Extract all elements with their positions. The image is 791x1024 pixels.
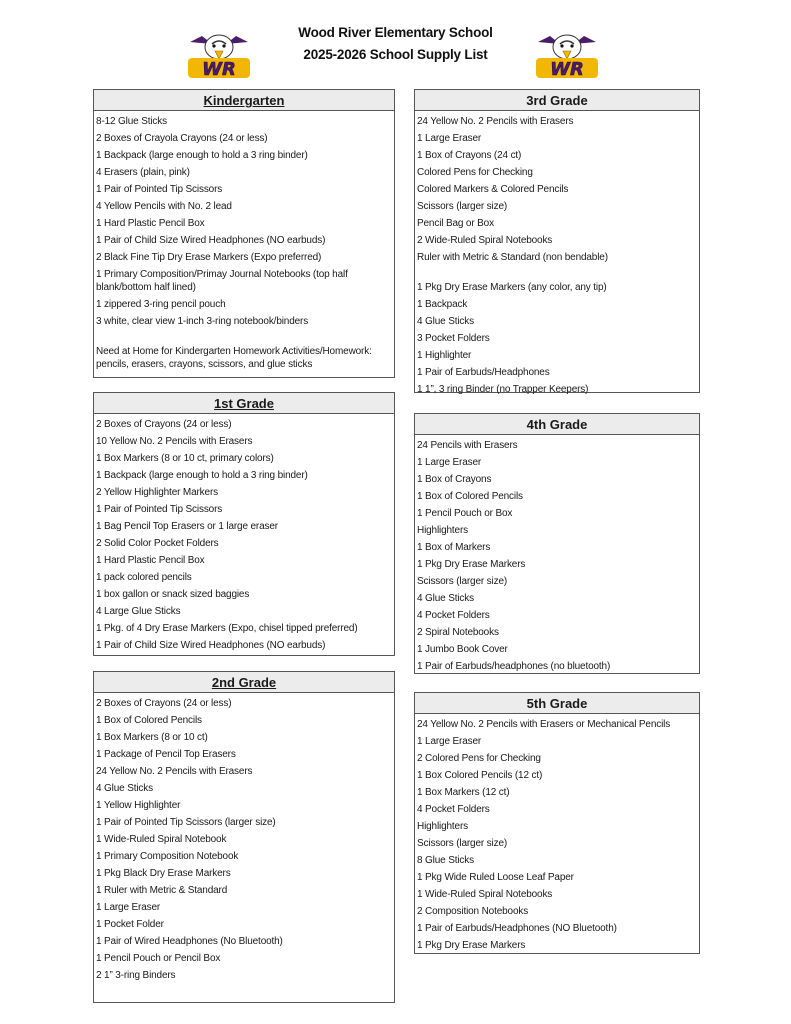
list-item: Colored Markers & Colored Pencils (417, 184, 569, 195)
list-item: 1 Box Markers (12 ct) (417, 787, 510, 798)
list-item: 1 Hard Plastic Pencil Box (96, 555, 205, 566)
list-item: 3 Pocket Folders (417, 333, 490, 344)
grade2-title: 2nd Grade (211, 675, 277, 690)
logo-letters: WR (202, 59, 236, 80)
list-item: 1 Primary Composition Notebook (96, 851, 239, 862)
grade3-section (414, 89, 700, 393)
list-item: 1 Pair of Earbuds/headphones (no bluetooth) (417, 661, 611, 672)
list-item: 1 Pkg Dry Erase Markers (any color, any tip) (417, 282, 607, 293)
grade5-list (415, 714, 699, 954)
grade1-list (94, 414, 394, 654)
list-item: 1 1”, 3 ring Binder (no Trapper Keepers) (417, 384, 589, 395)
list-item: 1 Box Markers (8 or 10 ct, primary colors) (96, 453, 274, 464)
list-item: 2 1” 3-ring Binders (96, 970, 176, 981)
grade5-section (414, 692, 700, 954)
list-item: 8 Glue Sticks (417, 855, 474, 866)
list-item: 24 Yellow No. 2 Pencils with Erasers or Mechanical Pencils (417, 719, 671, 730)
list-item: 1 Pencil Pouch or Box (417, 508, 513, 519)
list-item: 1 Backpack (417, 299, 468, 310)
list-item: 1 Pkg. of 4 Dry Erase Markers (Expo, chisel tipped preferred) (96, 623, 358, 634)
list-item: 1 Box Colored Pencils (12 ct) (417, 770, 543, 781)
kindergarten-list (94, 111, 394, 373)
eagle-head-icon (538, 35, 596, 59)
list-item: 1 box gallon or snack sized baggies (96, 589, 250, 600)
list-item: 1 Pair of Wired Headphones (No Bluetooth) (96, 936, 283, 947)
list-item: Highlighters (417, 525, 469, 536)
list-item: Ruler with Metric & Standard (non bendable) (417, 252, 608, 263)
list-item: 2 Wide-Ruled Spiral Notebooks (417, 235, 553, 246)
school-name: Wood River Elementary School (298, 25, 493, 40)
list-item: Scissors (larger size) (417, 838, 508, 849)
list-item: 4 Glue Sticks (417, 316, 474, 327)
page-header (0, 22, 791, 66)
list-item: 1 zippered 3-ring pencil pouch (96, 299, 226, 310)
list-item: Scissors (larger size) (417, 576, 508, 587)
list-title: 2025-2026 School Supply List (303, 47, 488, 62)
grade5-title: 5th Grade (526, 696, 588, 711)
list-item: 1 Highlighter (417, 350, 472, 361)
list-item: 1 Large Eraser (96, 902, 161, 913)
list-item: 2 Spiral Notebooks (417, 627, 499, 638)
grade1-title: 1st Grade (214, 396, 274, 411)
list-item: 2 Black Fine Tip Dry Erase Markers (Expo preferred) (96, 252, 322, 263)
list-item: 1 Ruler with Metric & Standard (96, 885, 228, 896)
eagle-logo-right (530, 32, 604, 80)
list-item: 10 Yellow No. 2 Pencils with Erasers (96, 436, 253, 447)
list-item: 1 Primary Composition/Primay Journal Notebooks (top half blank/bottom half lined) (96, 269, 348, 293)
list-item: 24 Yellow No. 2 Pencils with Erasers (417, 116, 574, 127)
list-item: 4 Pocket Folders (417, 610, 490, 621)
list-item: 24 Yellow No. 2 Pencils with Erasers (96, 766, 253, 777)
list-item: 3 white, clear view 1-inch 3-ring notebook/binders (96, 316, 309, 327)
list-item: 2 Composition Notebooks (417, 906, 529, 917)
grade4-list (415, 435, 699, 675)
list-item: 2 Yellow Highlighter Markers (96, 487, 218, 498)
list-item: 2 Boxes of Crayons (24 or less) (96, 419, 232, 430)
list-item: 1 Large Eraser (417, 457, 482, 468)
grade2-section (93, 671, 395, 1003)
section-title (415, 693, 699, 714)
list-item: 1 Box Markers (8 or 10 ct) (96, 732, 208, 743)
list-item: 1 Pocket Folder (96, 919, 164, 930)
section-title (94, 672, 394, 693)
grade3-title: 3rd Grade (526, 93, 588, 108)
list-item: 1 Pkg Wide Ruled Loose Leaf Paper (417, 872, 574, 883)
list-item: 1 Pair of Pointed Tip Scissors (96, 504, 223, 515)
list-item: 1 Hard Plastic Pencil Box (96, 218, 205, 229)
list-item: 2 Boxes of Crayons (24 or less) (96, 698, 232, 709)
list-item: 1 Pair of Pointed Tip Scissors (larger size) (96, 817, 276, 828)
list-item: 1 Box of Crayons (417, 474, 492, 485)
list-item: 1 Box of Markers (417, 542, 491, 553)
section-title (94, 393, 394, 414)
list-item: 1 Backpack (large enough to hold a 3 ring binder) (96, 470, 308, 481)
list-item: 4 Glue Sticks (96, 783, 153, 794)
list-item: 1 Box of Colored Pencils (417, 491, 523, 502)
grade1-section (93, 392, 395, 656)
list-item: 2 Solid Color Pocket Folders (96, 538, 219, 549)
list-item: 1 Yellow Highlighter (96, 800, 181, 811)
list-item: 1 Pair of Child Size Wired Headphones (NO earbuds) (96, 640, 326, 651)
list-item: 1 Bag Pencil Top Erasers or 1 large eraser (96, 521, 278, 532)
list-item: Colored Pens for Checking (417, 167, 533, 178)
list-item: 1 Package of Pencil Top Erasers (96, 749, 236, 760)
grade4-section (414, 413, 700, 674)
list-item: 1 Pencil Pouch or Pencil Box (96, 953, 221, 964)
list-item: 1 Wide-Ruled Spiral Notebooks (417, 889, 553, 900)
list-item: 2 Colored Pens for Checking (417, 753, 541, 764)
grade2-list (94, 693, 394, 984)
list-item: 24 Pencils with Erasers (417, 440, 518, 451)
list-item: 1 Pair of Earbuds/Headphones (NO Bluetooth) (417, 923, 617, 934)
list-item: 1 pack colored pencils (96, 572, 192, 583)
list-item: 4 Glue Sticks (417, 593, 474, 604)
list-item: 2 Boxes of Crayola Crayons (24 or less) (96, 133, 268, 144)
list-item: 1 Jumbo Book Cover (417, 644, 508, 655)
list-item: 1 Pkg Black Dry Erase Markers (96, 868, 231, 879)
list-item: Pencil Bag or Box (417, 218, 494, 229)
list-item: 4 Erasers (plain, pink) (96, 167, 190, 178)
kindergarten-title: Kindergarten (203, 93, 285, 108)
list-item: 1 Box of Crayons (24 ct) (417, 150, 522, 161)
section-title (94, 90, 394, 111)
logo-letters: WR (550, 59, 584, 80)
list-item: 1 Large Eraser (417, 133, 482, 144)
list-item: Highlighters (417, 821, 469, 832)
list-item: 4 Pocket Folders (417, 804, 490, 815)
list-item: 4 Large Glue Sticks (96, 606, 181, 617)
list-item: 8-12 Glue Sticks (96, 116, 167, 127)
list-item: 1 Pkg Dry Erase Markers (417, 940, 526, 951)
grade3-list (415, 111, 699, 398)
list-item: Scissors (larger size) (417, 201, 508, 212)
eagle-logo-left (182, 32, 256, 80)
section-title (415, 90, 699, 111)
list-item: 1 Pkg Dry Erase Markers (417, 559, 526, 570)
list-item: 1 Pair of Child Size Wired Headphones (NO earbuds) (96, 235, 326, 246)
list-item: 1 Pair of Earbuds/Headphones (417, 367, 550, 378)
list-item: 1 Large Eraser (417, 736, 482, 747)
list-item: 1 Wide-Ruled Spiral Notebook (96, 834, 227, 845)
list-item: 1 Box of Colored Pencils (96, 715, 202, 726)
list-item: 1 Backpack (large enough to hold a 3 ring binder) (96, 150, 308, 161)
grade4-title: 4th Grade (526, 417, 588, 432)
kindergarten-home-note: Need at Home for Kindergarten Homework Activities/Homework: pencils, erasers, crayons, scissors, and glue sticks (96, 346, 372, 370)
kindergarten-section (93, 89, 395, 378)
eagle-head-icon (190, 35, 248, 59)
list-item: 1 Pair of Pointed Tip Scissors (96, 184, 223, 195)
list-item: 4 Yellow Pencils with No. 2 lead (96, 201, 232, 212)
section-title (415, 414, 699, 435)
